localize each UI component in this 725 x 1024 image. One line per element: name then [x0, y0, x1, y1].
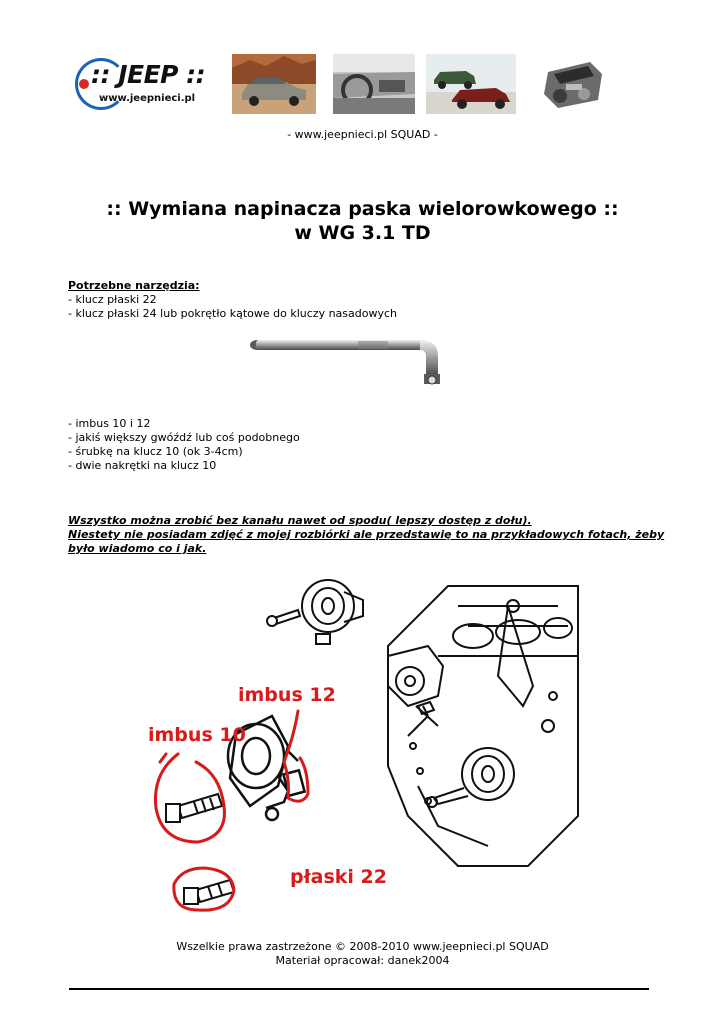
tool-item: - śrubkę na klucz 10 (ok 3-4cm) [68, 445, 243, 458]
tools-heading: Potrzebne narzędzia: [68, 279, 200, 292]
jeepnieci-logo[interactable] [75, 56, 205, 112]
photo-engine [536, 54, 610, 114]
footer-divider [69, 988, 649, 990]
note-line-2: Niestety nie posiadam zdjęć z mojej rozbiórki ale przedstawię to na przykładowych fotach, żeby [68, 528, 665, 541]
tool-item: - dwie nakrętki na klucz 10 [68, 459, 217, 472]
logo-dot-icon [79, 79, 89, 89]
angle-wrench-image [248, 336, 448, 390]
label-plaski-22: płaski 22 [290, 866, 387, 888]
note-paragraph [68, 514, 668, 556]
tool-item: - jakiś większy gwóźdź lub coś podobnego [68, 431, 300, 444]
page-subtitle: - www.jeepnieci.pl SQUAD - [287, 128, 438, 141]
tensioner-diagram [138, 566, 586, 914]
tool-item: - imbus 10 i 12 [68, 417, 151, 430]
tools-list-bottom [68, 417, 300, 473]
label-imbus-10: imbus 10 [148, 724, 246, 746]
photo-jeep-desert [232, 54, 316, 114]
tools-list-top [68, 279, 397, 321]
title-line-2: w WG 3.1 TD [294, 222, 431, 244]
photo-jeep-interior [333, 54, 415, 114]
page-title [0, 197, 725, 245]
page-footer [0, 940, 725, 968]
tool-item: - klucz płaski 24 lub pokrętło kątowe do kluczy nasadowych [68, 307, 397, 320]
footer-copyright: Wszelkie prawa zastrzeżone © 2008-2010 www.jeepnieci.pl SQUAD [176, 940, 549, 953]
page-header [0, 0, 725, 141]
logo-url: www.jeepnieci.pl [99, 93, 196, 104]
logo-text: :: JEEP :: [91, 60, 206, 89]
title-line-1: :: Wymiana napinacza paska wielorowkowego :: [106, 198, 619, 220]
label-imbus-12: imbus 12 [238, 684, 336, 706]
note-line-3: było wiadomo co i jak. [68, 542, 207, 555]
tool-item: - klucz płaski 22 [68, 293, 157, 306]
photo-jeep-pair [426, 54, 516, 114]
note-line-1: Wszystko można zrobić bez kanału nawet od spodu( lepszy dostęp z dołu). [68, 514, 532, 527]
footer-author: Materiał opracował: danek2004 [275, 954, 450, 967]
